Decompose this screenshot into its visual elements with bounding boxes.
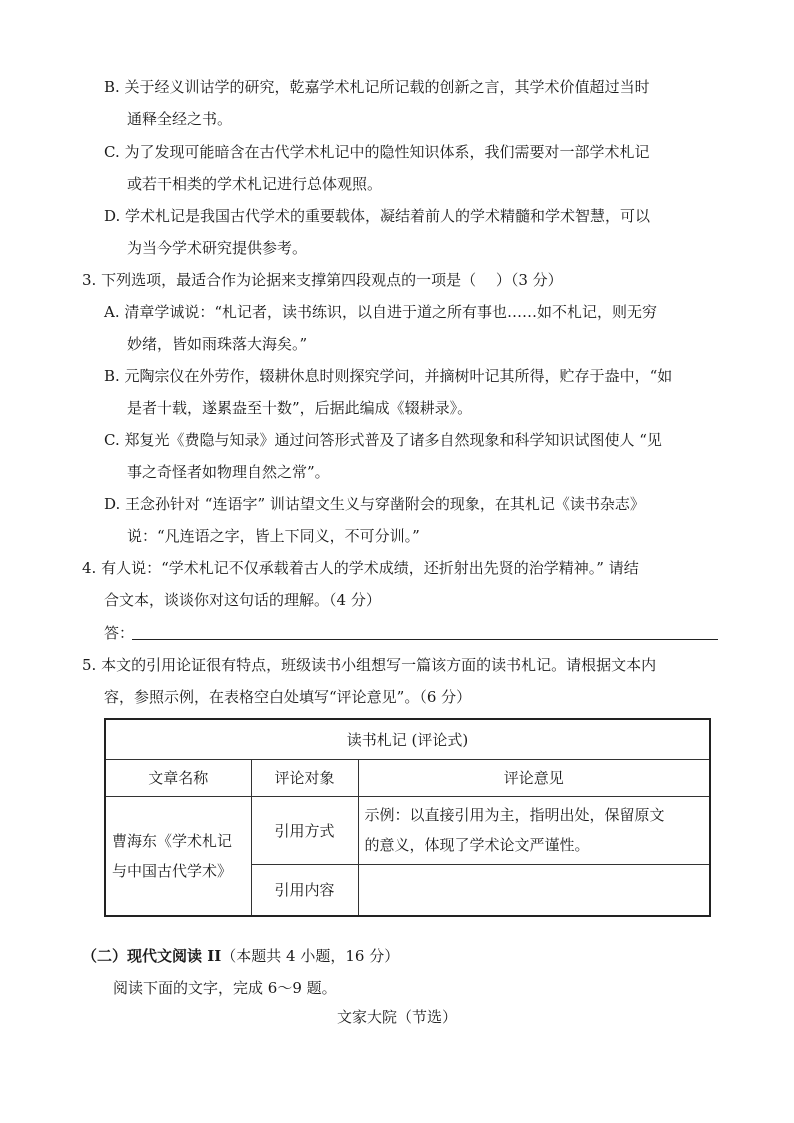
article-name-line1: 曹海东《学术札记	[112, 831, 233, 850]
table-row	[105, 796, 710, 864]
header-comment-opinion: 评论意见	[358, 759, 710, 796]
q3-stem: 3. 下列选项，最适合作为论据来支撑第四段观点的一项是（ ）（3 分）	[82, 271, 563, 289]
q2-option-c-line2: 或若干相类的学术札记进行总体观照。	[127, 175, 383, 193]
row1-object: 引用方式	[251, 796, 358, 864]
q4-stem-line2: 合文本，谈谈你对这句话的理解。（4 分）	[104, 591, 381, 609]
q2-option-b-line2: 通释全经之书。	[127, 110, 233, 128]
q2-option-b-line1: B. 关于经义训诂学的研究，乾嘉学术札记所记载的创新之言，其学术价值超过当时	[104, 78, 650, 96]
q2-option-c-line1: C. 为了发现可能暗含在古代学术札记中的隐性知识体系，我们需要对一部学术札记	[104, 143, 650, 161]
header-article-name: 文章名称	[105, 759, 251, 796]
q4-answer-label: 答：	[104, 624, 135, 642]
q3-option-d-line2: 说：“凡连语之字，皆上下同义，不可分训。”	[127, 527, 420, 545]
q5-stem-line2: 容，参照示例，在表格空白处填写“评论意见”。（6 分）	[104, 688, 472, 706]
q3-option-d-line1: D. 王念孙针对 “连语字” 训诂望文生义与穿凿附会的现象，在其札记《读书杂志》	[104, 495, 645, 513]
q3-option-a-line1: A. 清章学诚说：“札记者，读书练识，以自进于道之所有事也……如不札记，则无穷	[104, 303, 658, 321]
row1-opinion-line1: 示例：以直接引用为主，指明出处，保留原文	[364, 806, 665, 824]
row1-opinion-line2: 的意义，体现了学术论文严谨性。	[364, 836, 590, 854]
table-title: 读书札记 (评论式)	[105, 719, 710, 759]
section-heading-note: （本题共 4 小题，16 分）	[221, 947, 400, 965]
q4-answer-line[interactable]	[132, 639, 718, 640]
passage-title: 文家大院（节选）	[336, 1008, 457, 1026]
q2-option-d-line2: 为当今学术研究提供参考。	[127, 239, 308, 257]
q3-option-b-line1: B. 元陶宗仪在外劳作，辍耕休息时则探究学问，并摘树叶记其所得，贮存于盎中，“如	[104, 367, 673, 385]
row2-opinion-blank[interactable]	[358, 864, 710, 916]
row1-opinion-cell	[358, 796, 710, 864]
q3-option-b-line2: 是者十载，遂累盎至十数”，后据此编成《辍耕录》。	[127, 399, 473, 417]
table-header-row	[105, 759, 710, 796]
q4-stem-line1: 4. 有人说：“学术札记不仅承载着古人的学术成绩，还折射出先贤的治学精神。” 请结	[82, 559, 639, 577]
section-heading: （二）现代文阅读 II	[82, 947, 222, 965]
q3-option-c-line2: 事之奇怪者如物理自然之常”。	[127, 463, 330, 481]
article-name-cell	[105, 796, 251, 916]
row2-object: 引用内容	[251, 864, 358, 916]
article-name-line2: 与中国古代学术》	[112, 861, 233, 880]
table-title-row	[105, 719, 710, 759]
q2-option-d-line1: D. 学术札记是我国古代学术的重要载体，凝结着前人的学术精髓和学术智慧，可以	[104, 207, 651, 225]
reading-notes-table	[104, 718, 711, 917]
q3-option-c-line1: C. 郑复光《费隐与知录》通过问答形式普及了诸多自然现象和科学知识试图使人 “见	[104, 431, 662, 449]
q5-stem-line1: 5. 本文的引用论证很有特点，班级读书小组想写一篇该方面的读书札记。请根据文本内	[82, 656, 657, 674]
section-instruction: 阅读下面的文字，完成 6～9 题。	[113, 979, 337, 997]
header-comment-object: 评论对象	[251, 759, 358, 796]
q3-option-a-line2: 妙绪，皆如雨珠落大海矣。”	[127, 335, 308, 353]
section-heading-line	[82, 946, 399, 966]
